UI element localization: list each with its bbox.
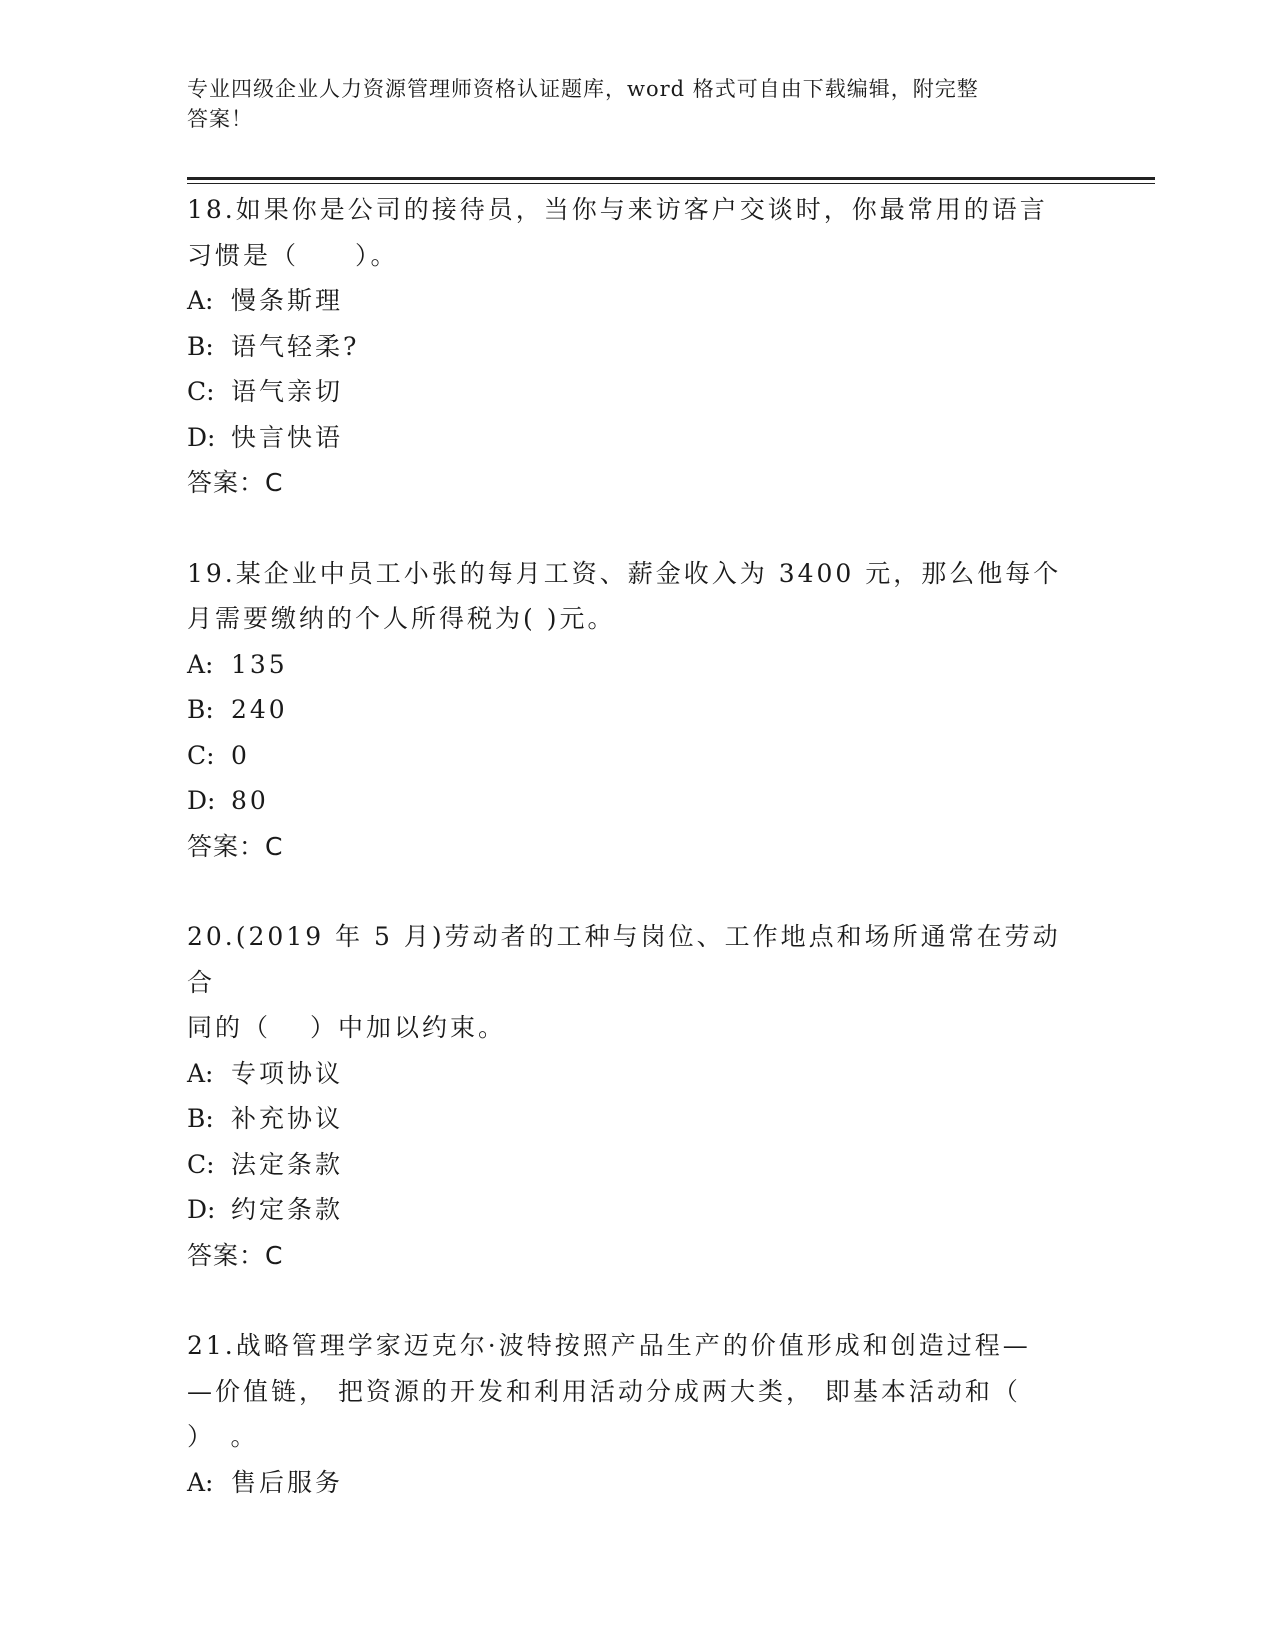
option-text: 售后服务 (231, 1467, 344, 1497)
option-text: 语气轻柔? (231, 331, 360, 361)
option-letter: B: (187, 331, 214, 361)
option-d (187, 1187, 1087, 1233)
option-letter: B: (187, 1104, 214, 1133)
question-stem-line: 21.战略管理学家迈克尔·波特按照产品生产的价值形成和创造过程— (187, 1331, 1031, 1360)
question-stem-line: 19.某企业中员工小张的每月工资、薪金收入为 3400 元，那么他每个 (187, 558, 1062, 588)
question-stem-line: ） 。 (187, 1422, 259, 1451)
option-c (187, 733, 1087, 779)
question-spacer (187, 506, 1087, 551)
option-text: 快言快语 (231, 422, 344, 452)
option-text: 慢条斯理 (231, 286, 344, 315)
option-c (187, 369, 1087, 415)
question-spacer (187, 1278, 1087, 1323)
option-letter: B: (187, 695, 214, 724)
answer-label: 答案：C (187, 831, 284, 861)
document-header (187, 74, 1067, 134)
question-21 (187, 1323, 1087, 1505)
option-letter: C: (187, 377, 215, 406)
question-list (187, 187, 1087, 1505)
option-text: 补充协议 (231, 1104, 344, 1133)
option-letter: D: (187, 1195, 216, 1224)
question-stem-line: 18.如果你是公司的接待员，当你与来访客户交谈时，你最常用的语言 (187, 195, 1048, 224)
option-b (187, 1096, 1087, 1142)
answer-label: 答案：C (187, 1240, 284, 1270)
option-letter: A: (187, 1467, 214, 1497)
option-text: 语气亲切 (231, 377, 344, 406)
header-divider-thin (187, 183, 1155, 184)
question-stem-line: 同的（ ）中加以约束。 (187, 1013, 506, 1042)
question-20 (187, 914, 1087, 1278)
option-text: 专项协议 (231, 1058, 344, 1088)
option-text: 约定条款 (231, 1195, 344, 1224)
question-19 (187, 551, 1087, 870)
header-line-1: 专业四级企业人力资源管理师资格认证题库，word 格式可自由下载编辑，附完整 (187, 77, 979, 101)
option-a (187, 278, 1087, 324)
option-a (187, 1051, 1087, 1097)
option-b (187, 687, 1087, 733)
option-letter: A: (187, 649, 214, 679)
option-d (187, 415, 1087, 461)
option-letter: D: (187, 422, 216, 452)
option-letter: C: (187, 740, 215, 770)
question-stem-line: —价值链， 把资源的开发和利用活动分成两大类， 即基本活动和（ (187, 1376, 1021, 1406)
option-letter: A: (187, 1058, 214, 1088)
question-stem-line: 习惯是（ ）。 (187, 240, 399, 270)
option-text: 法定条款 (231, 1149, 344, 1179)
header-line-2: 答案！ (187, 107, 253, 131)
question-18 (187, 187, 1087, 506)
option-letter: D: (187, 786, 216, 815)
option-b (187, 324, 1087, 370)
question-stem-line: 20.(2019 年 5 月)劳动者的工种与岗位、工作地点和场所通常在劳动合 (187, 922, 1061, 997)
answer-label: 答案：C (187, 468, 284, 497)
option-text: 240 (231, 695, 288, 724)
header-divider-thick (187, 177, 1155, 180)
option-d (187, 778, 1087, 824)
question-spacer (187, 869, 1087, 914)
option-text: 0 (231, 740, 250, 770)
option-a (187, 1460, 1087, 1506)
option-a (187, 642, 1087, 688)
option-letter: A: (187, 286, 214, 315)
question-stem-line: 月需要缴纳的个人所得税为( )元。 (187, 604, 616, 633)
option-letter: C: (187, 1149, 215, 1179)
option-text: 80 (231, 786, 269, 815)
option-c (187, 1142, 1087, 1188)
option-text: 135 (231, 649, 288, 679)
